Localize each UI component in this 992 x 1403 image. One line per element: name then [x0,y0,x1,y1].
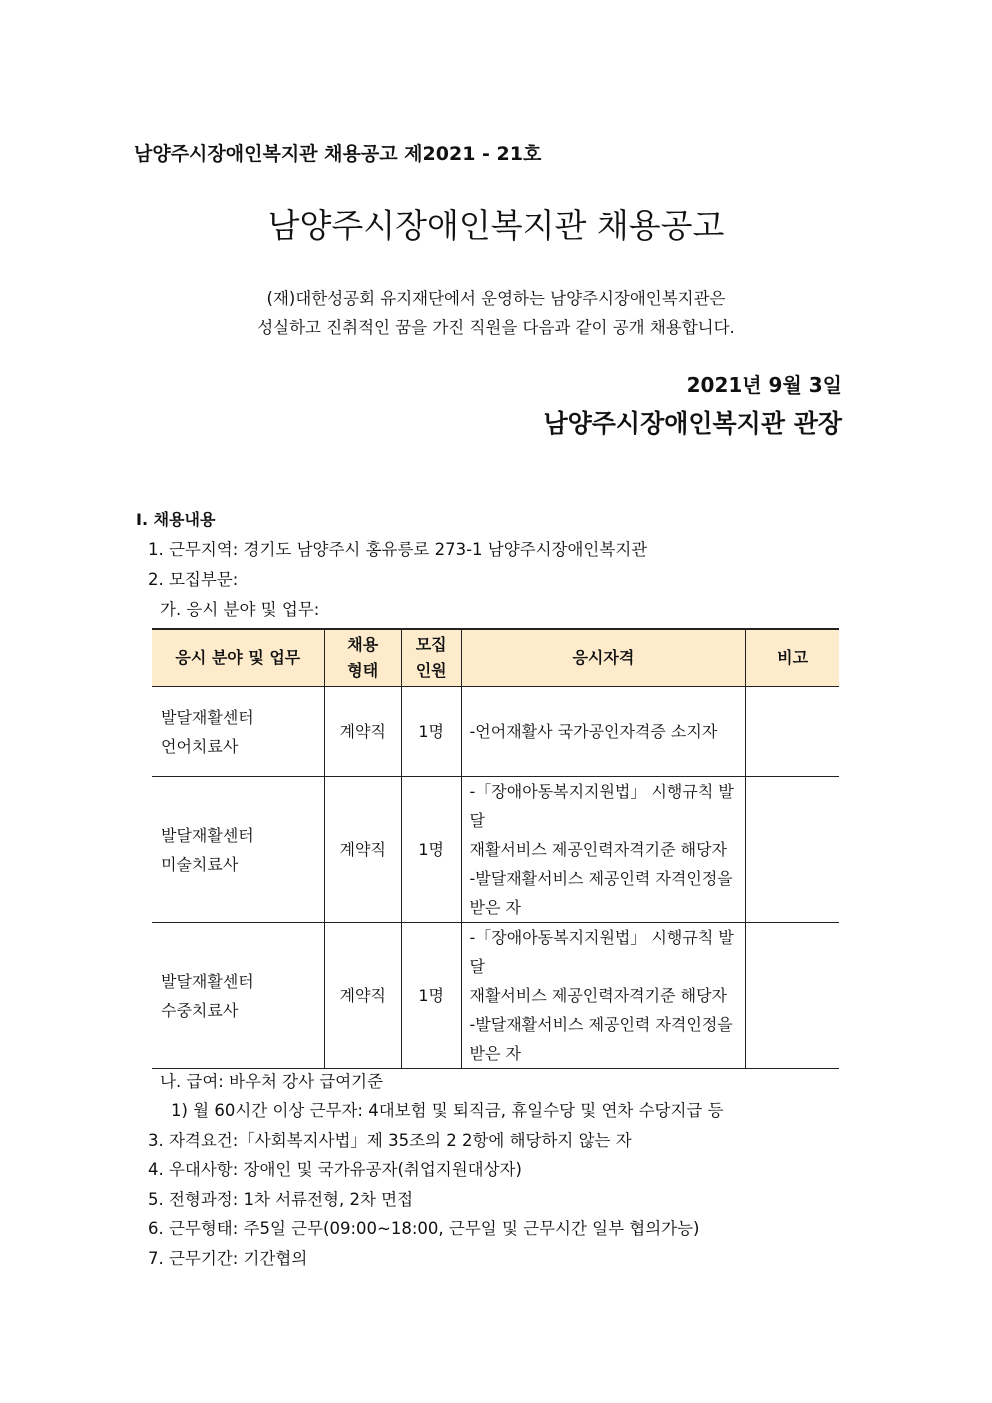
header-type [324,629,401,687]
item-selection-process: 5. 전형과정: 1차 서류전형, 2차 면접 [148,1190,414,1209]
cell-field [152,923,324,1069]
header-type-line-1: 채용 [347,635,379,654]
item-work-type: 6. 근무형태: 주5일 근무(09:00~18:00, 근무일 및 근무시간 일부 협의가능) [148,1219,700,1238]
header-type-line-2: 형태 [347,661,379,680]
qualification-line-3: -발달재활서비스 제공인력 자격인정을 [469,1015,733,1034]
page-title: 남양주시장애인복지관 채용공고 [267,206,725,245]
cell-count: 1명 [401,777,461,923]
table-row [152,923,839,1069]
qualification-line-4: 받은 자 [469,898,521,917]
cell-qualification [461,687,746,777]
cell-field [152,777,324,923]
header-field: 응시 분야 및 업무 [152,629,324,687]
cell-note [746,777,839,923]
item-qualification: 3. 자격요건:「사회복지사법」제 35조의 2 2항에 해당하지 않는 자 [148,1131,632,1150]
sub-item-salary-detail: 1) 월 60시간 이상 근무자: 4대보험 및 퇴직금, 휴일수당 및 연차 수당지급 등 [171,1101,724,1120]
cell-type: 계약직 [324,777,401,923]
qualification-line-1: -「장애아동복지지원법」 시행규칙 발달 [469,928,734,976]
header-note: 비고 [746,629,839,687]
table-row [152,777,839,923]
cell-type: 계약직 [324,687,401,777]
section-heading: Ⅰ. 채용내용 [136,510,216,529]
cell-count: 1명 [401,687,461,777]
field-line-2: 언어치료사 [161,736,239,756]
cell-qualification [461,777,746,923]
qualification-line-4: 받은 자 [469,1044,521,1063]
intro-line-2: 성실하고 진취적인 꿈을 가진 직원을 다음과 같이 공개 채용합니다. [257,318,735,337]
qualification-line-2: 재활서비스 제공인력자격기준 해당자 [469,986,727,1005]
cell-field [152,687,324,777]
qualification-line-3: -발달재활서비스 제공인력 자격인정을 [469,869,733,888]
cell-note [746,923,839,1069]
item-work-location: 1. 근무지역: 경기도 남양주시 홍유릉로 273-1 남양주시장애인복지관 [148,540,648,559]
header-qualification: 응시자격 [461,629,746,687]
cell-count: 1명 [401,923,461,1069]
sub-item-fields: 가. 응시 분야 및 업무: [160,600,320,619]
header-count [401,629,461,687]
item-recruitment: 2. 모집부문: [148,570,239,589]
item-preference: 4. 우대사항: 장애인 및 국가유공자(취업지원대상자) [148,1160,522,1179]
field-line-1: 발달재활센터 [161,707,254,727]
header-count-line-2: 인원 [415,661,447,680]
header-count-line-1: 모집 [415,635,447,654]
qualification-line-2: 재활서비스 제공인력자격기준 해당자 [469,840,727,859]
item-work-period: 7. 근무기간: 기간협의 [148,1249,308,1268]
field-line-2: 수중치료사 [161,1000,239,1020]
intro-line-1: (재)대한성공회 유지재단에서 운영하는 남양주시장애인복지관은 [266,289,726,308]
signer: 남양주시장애인복지관 관장 [543,409,842,438]
field-line-2: 미술치료사 [161,854,239,874]
field-line-1: 발달재활센터 [161,825,254,845]
cell-note [746,687,839,777]
field-line-1: 발달재활센터 [161,971,254,991]
sub-item-salary: 나. 급여: 바우처 강사 급여기준 [160,1072,384,1091]
table-row [152,687,839,777]
recruitment-table [152,628,839,1069]
qualification-line-1: -언어재활사 국가공인자격증 소지자 [469,722,718,741]
cell-qualification [461,923,746,1069]
cell-type: 계약직 [324,923,401,1069]
notice-date: 2021년 9월 3일 [686,373,842,397]
notice-number: 남양주시장애인복지관 채용공고 제2021 - 21호 [134,143,542,165]
table-header-row [152,629,839,687]
qualification-line-1: -「장애아동복지지원법」 시행규칙 발달 [469,782,734,830]
